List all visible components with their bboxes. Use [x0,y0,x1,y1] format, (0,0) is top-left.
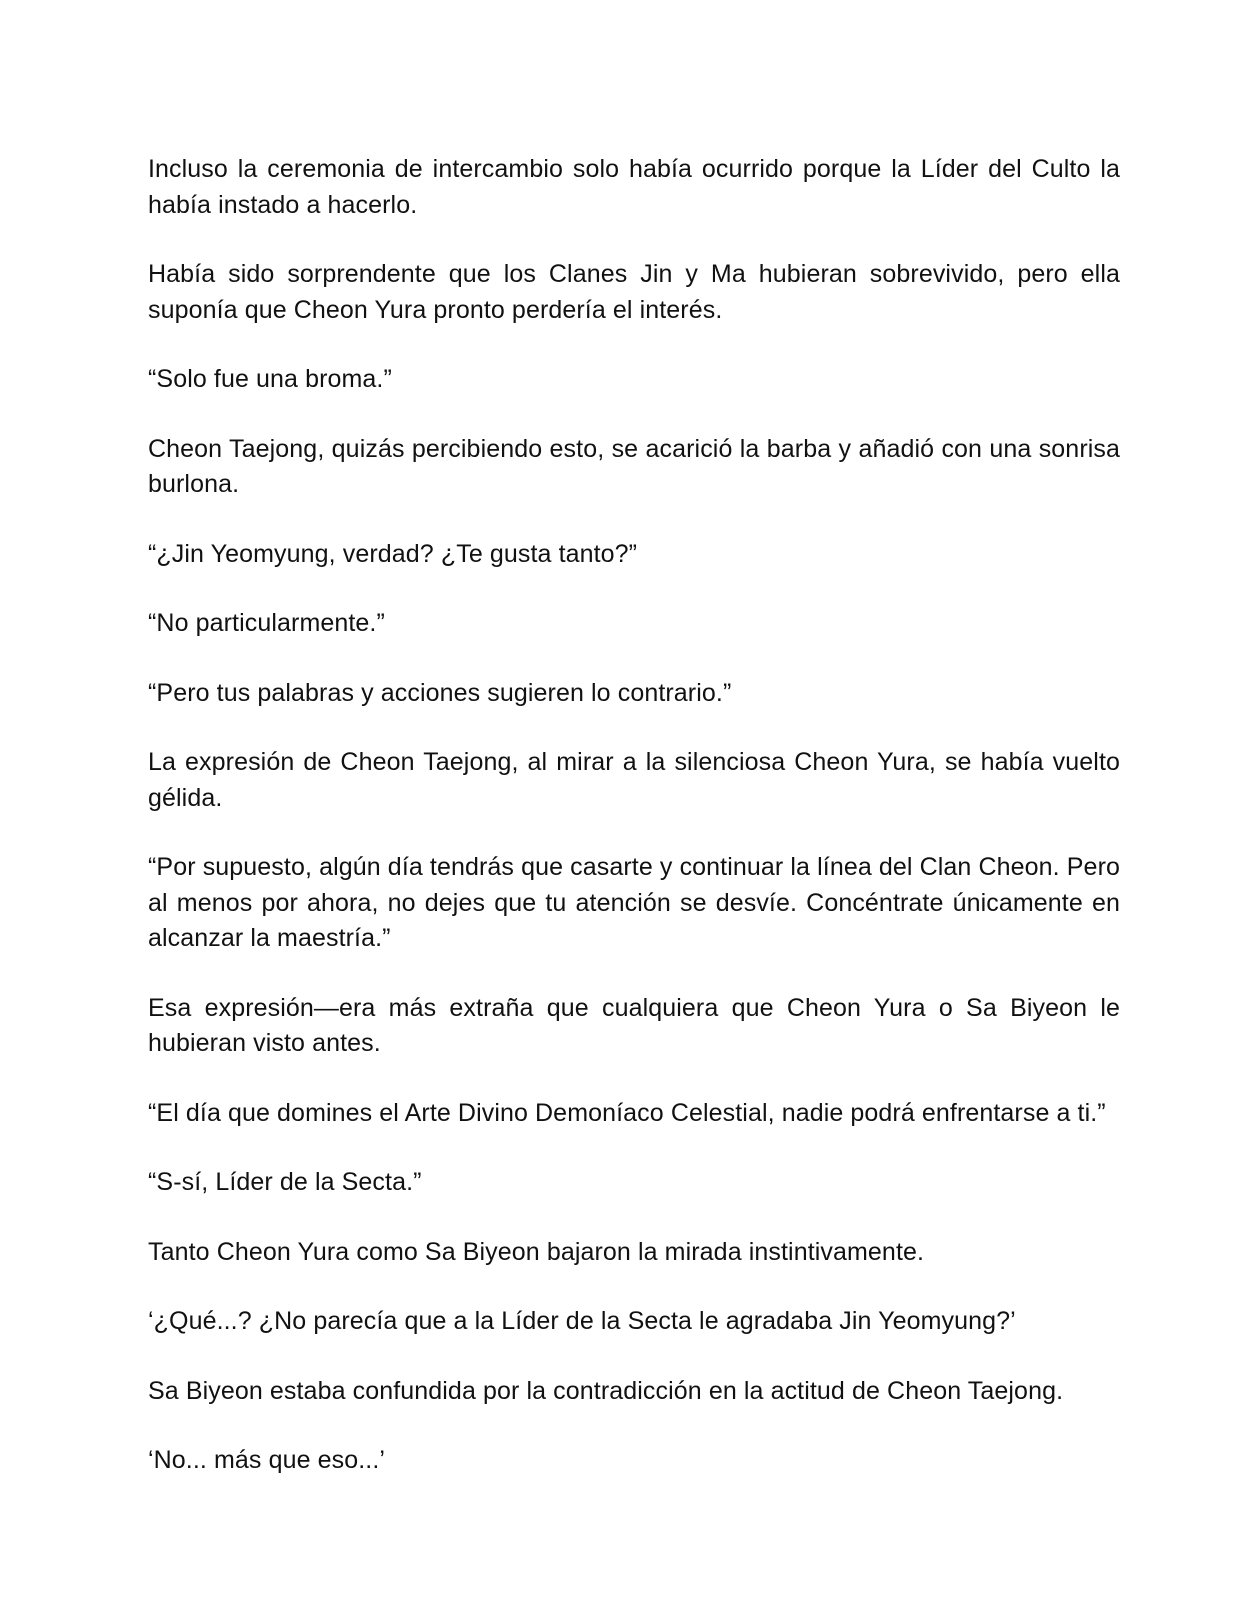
body-text [148,152,1120,1513]
paragraph: “Solo fue una broma.” [148,365,392,393]
paragraph: Sa Biyeon estaba confundida por la contradicción en la actitud de Cheon Taejong. [148,1376,1064,1405]
paragraph: Incluso la ceremonia de intercambio solo había ocurrido porque la Líder del Culto la había instado a hacerlo. [148,155,1120,219]
paragraph: ‘¿Qué...? ¿No parecía que a la Líder de la Secta le agradaba Jin Yeomyung?’ [148,1307,1016,1335]
paragraph: “No particularmente.” [148,609,385,637]
paragraph: “¿Jin Yeomyung, verdad? ¿Te gusta tanto?” [148,539,638,568]
paragraph: Había sido sorprendente que los Clanes Jin y Ma hubieran sobrevivido, pero ella suponía que Cheon Yura pronto perdería el interés. [148,260,1120,324]
paragraph: “El día que domines el Arte Divino Demoníaco Celestial, nadie podrá enfrentarse a ti.” [148,1098,1106,1127]
paragraph: ‘No... más que eso...’ [148,1446,386,1474]
paragraph: Tanto Cheon Yura como Sa Biyeon bajaron la mirada instintivamente. [148,1237,925,1266]
paragraph: “S-sí, Líder de la Secta.” [148,1168,422,1196]
paragraph: “Por supuesto, algún día tendrás que casarte y continuar la línea del Clan Cheon. Pero al menos por ahora, no dejes que tu atención se desvíe. Concéntrate únicamente en alcanzar la maestría.” [148,853,1120,952]
paragraph: Esa expresión—era más extraña que cualquiera que Cheon Yura o Sa Biyeon le hubieran visto antes. [148,993,1120,1057]
paragraph: Cheon Taejong, quizás percibiendo esto, se acarició la barba y añadió con una sonrisa burlona. [148,434,1120,498]
paragraph: “Pero tus palabras y acciones sugieren lo contrario.” [148,678,732,707]
paragraph: La expresión de Cheon Taejong, al mirar a la silenciosa Cheon Yura, se había vuelto gélida. [148,748,1120,812]
